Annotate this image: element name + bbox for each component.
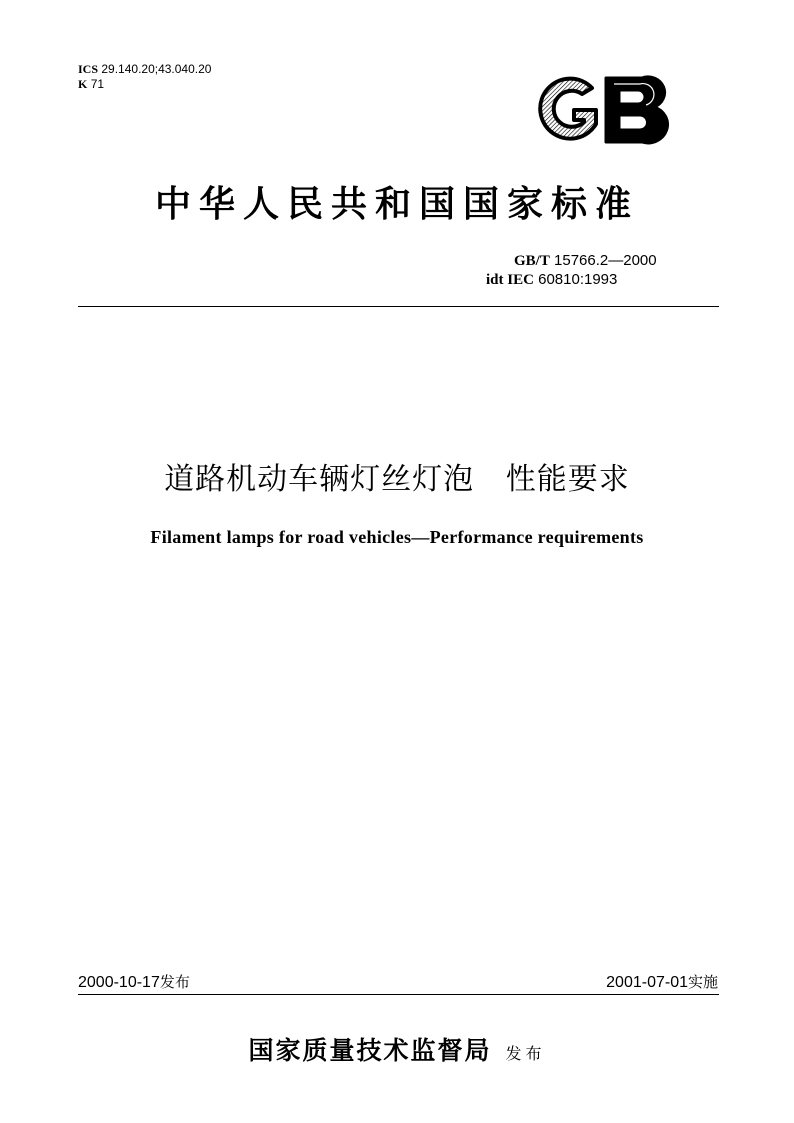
issue-label: 发布 [159,973,190,991]
implement-date-line [606,972,718,993]
publisher-line [0,1031,794,1067]
header-divider [78,306,719,307]
implement-date: 2001-07-01 [606,974,688,991]
equivalent-standard [486,271,617,289]
standard-code [514,252,657,270]
ics-label: ICS [78,62,99,76]
document-title-chinese: 道路机动车辆灯丝灯泡 性能要求 [164,462,630,497]
ics-codes: 29.140.20;43.040.20 [101,62,212,76]
gb-logo [530,72,672,150]
publisher-organization: 国家质量技术监督局 [248,1036,492,1065]
classification-line [78,77,104,91]
class-label: K [78,77,88,91]
equivalent-number: 60810:1993 [538,271,618,288]
implement-label: 实施 [687,973,718,991]
standard-code-number: 15766.2—2000 [554,252,657,269]
document-title-english: Filament lamps for road vehicles—Performance requirements [150,527,644,547]
equivalent-prefix: idt IEC [486,272,534,288]
standard-type-title: 中华人民共和国国家标准 [154,183,639,225]
logo-letter-g [540,79,596,139]
footer-divider [78,994,719,995]
publisher-action: 发布 [505,1044,546,1063]
logo-letter-b [606,77,667,143]
issue-date-line [78,972,190,993]
standard-code-prefix: GB/T [514,253,550,269]
ics-line [78,62,211,76]
class-code: 71 [90,77,105,91]
issue-date: 2000-10-17 [78,974,160,991]
